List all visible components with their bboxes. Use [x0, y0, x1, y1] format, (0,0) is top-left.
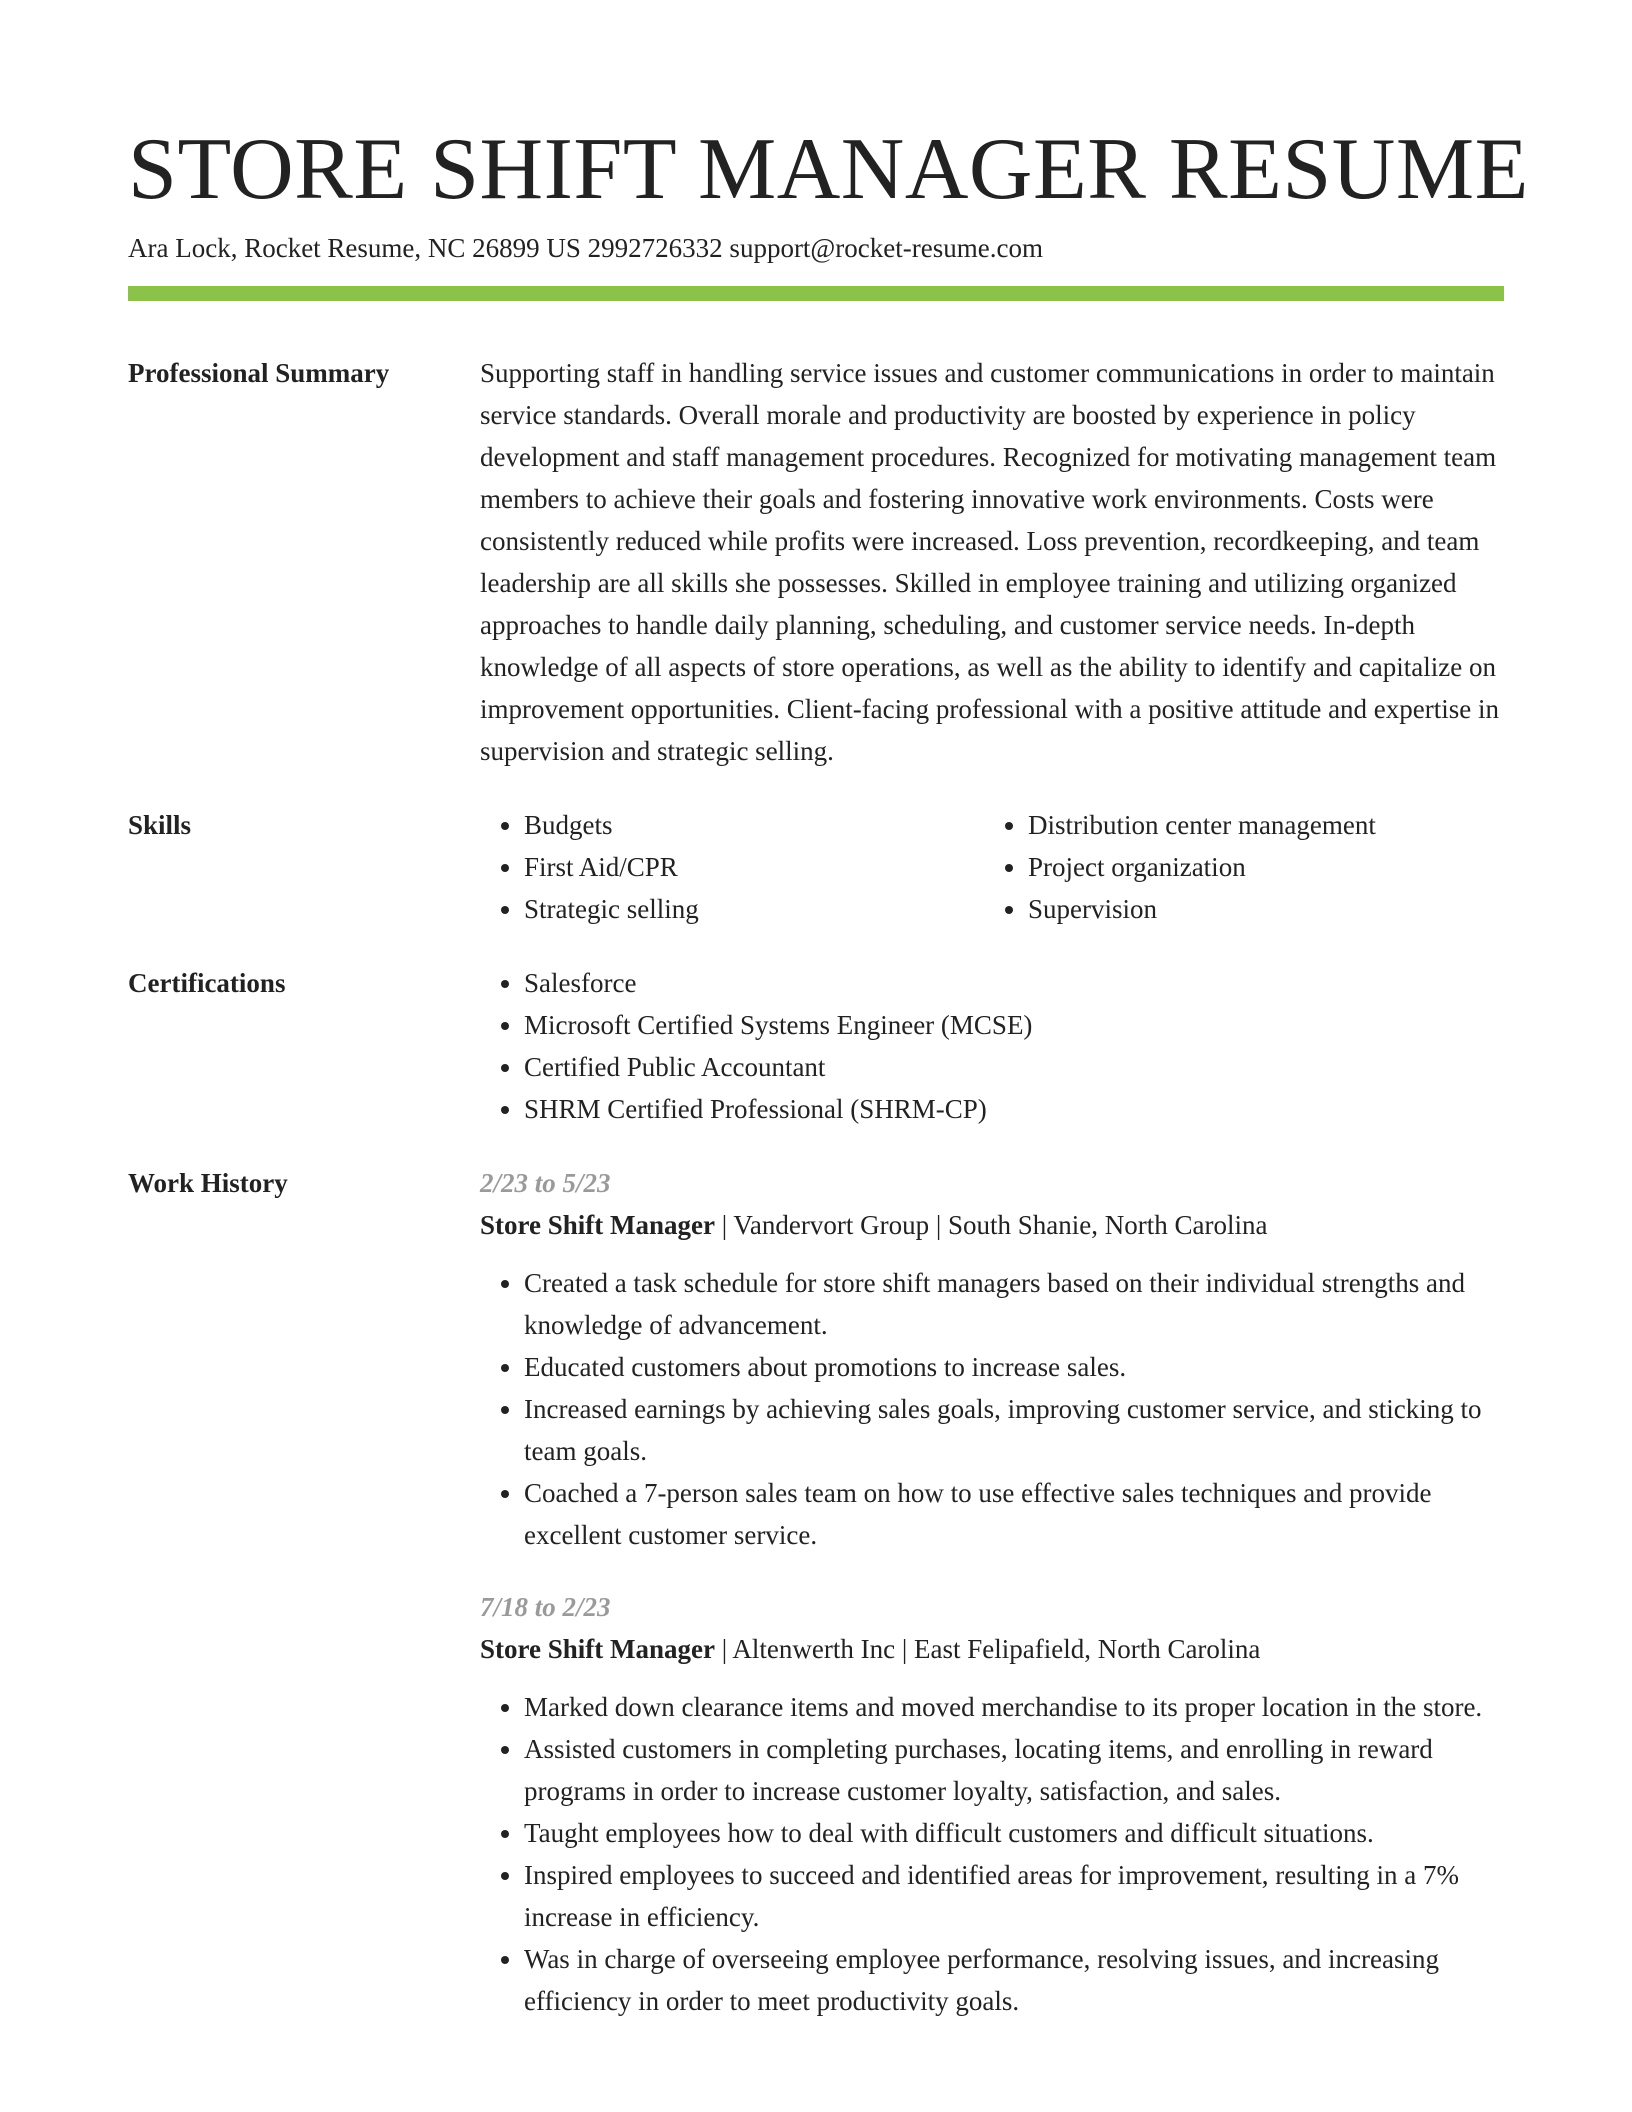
summary-section	[128, 352, 1504, 772]
job-company: Altenwerth Inc	[732, 1634, 896, 1664]
job-dates: 2/23 to 5/23	[480, 1168, 611, 1198]
job-title: Store Shift Manager	[480, 1210, 715, 1240]
job-bullet: • Increased earnings by achieving sales goals, improving customer service, and sticking to team goals.	[524, 1388, 1504, 1472]
certification-item: • Microsoft Certified Systems Engineer (MCSE)	[524, 1004, 1504, 1046]
certifications-heading: Certifications	[128, 968, 286, 998]
job-entry	[480, 1586, 1504, 2022]
job-bullet: • Marked down clearance items and moved merchandise to its proper location in the store.	[524, 1686, 1504, 1728]
job-bullet: • Coached a 7-person sales team on how to use effective sales techniques and provide excellent customer service.	[524, 1472, 1504, 1556]
job-entry	[480, 1162, 1504, 1556]
certification-item: • SHRM Certified Professional (SHRM-CP)	[524, 1088, 1504, 1130]
job-bullet: • Created a task schedule for store shift managers based on their individual strengths and knowledge of advancement.	[524, 1262, 1504, 1346]
job-header	[480, 1628, 1504, 1670]
summary-text: Supporting staff in handling service issues and customer communications in order to maintain service standards. Overall morale and productivity are boosted by experience in policy development and staff management procedures. Recognized for motivating management team members to achieve their goals and fostering innovative work environments. Costs were consistently reduced while profits were increased. Loss prevention, recordkeeping, and team leadership are all skills she possesses. Skilled in employee training and utilizing organized approaches to handle daily planning, scheduling, and customer service needs. In-depth knowledge of all aspects of store operations, as well as the ability to identify and capitalize on improvement opportunities. Client-facing professional with a positive attitude and expertise in supervision and strategic selling.	[480, 358, 1500, 766]
job-bullet: • Inspired employees to succeed and identified areas for improvement, resulting in a 7% increase in efficiency.	[524, 1854, 1504, 1938]
certification-item: • Certified Public Accountant	[524, 1046, 1504, 1088]
job-location: South Shanie, North Carolina	[948, 1210, 1268, 1240]
job-company: Vandervort Group	[733, 1210, 930, 1240]
certification-item: • Salesforce	[524, 962, 1504, 1004]
work-history-heading: Work History	[128, 1168, 288, 1198]
job-bullet: • Taught employees how to deal with difficult customers and difficult situations.	[524, 1812, 1504, 1854]
job-bullet: • Educated customers about promotions to increase sales.	[524, 1346, 1504, 1388]
separator: |	[714, 1634, 733, 1664]
resume-page	[128, 0, 1529, 2022]
job-dates: 7/18 to 2/23	[480, 1592, 611, 1622]
skills-list-left	[480, 804, 984, 930]
summary-heading: Professional Summary	[128, 358, 390, 388]
job-title: Store Shift Manager	[480, 1634, 715, 1664]
certifications-list	[480, 962, 1504, 1130]
skill-item: • Supervision	[1028, 888, 1488, 930]
separator: |	[895, 1634, 914, 1664]
job-bullets	[480, 1686, 1504, 2022]
work-history-section	[128, 1162, 1504, 2022]
skill-item: • First Aid/CPR	[524, 846, 984, 888]
skill-item: • Strategic selling	[524, 888, 984, 930]
skill-item: • Budgets	[524, 804, 984, 846]
skills-heading: Skills	[128, 810, 192, 840]
skill-item: • Distribution center management	[1028, 804, 1488, 846]
certifications-section	[128, 962, 1504, 1130]
contact-info: Ara Lock, Rocket Resume, NC 26899 US 2992726332 support@rocket-resume.com	[128, 233, 1043, 263]
job-location: East Felipafield, North Carolina	[914, 1634, 1261, 1664]
skills-list-right	[984, 804, 1488, 930]
header-divider	[128, 286, 1504, 301]
page-title: STORE SHIFT MANAGER RESUME	[128, 121, 1529, 218]
job-bullet: • Assisted customers in completing purchases, locating items, and enrolling in reward programs in order to increase customer loyalty, satisfaction, and sales.	[524, 1728, 1504, 1812]
job-bullet: • Was in charge of overseeing employee performance, resolving issues, and increasing efficiency in order to meet productivity goals.	[524, 1938, 1504, 2022]
separator: |	[929, 1210, 949, 1240]
separator: |	[714, 1210, 734, 1240]
job-bullets	[480, 1262, 1504, 1556]
skill-item: • Project organization	[1028, 846, 1488, 888]
job-header	[480, 1204, 1504, 1246]
skills-section	[128, 804, 1504, 930]
